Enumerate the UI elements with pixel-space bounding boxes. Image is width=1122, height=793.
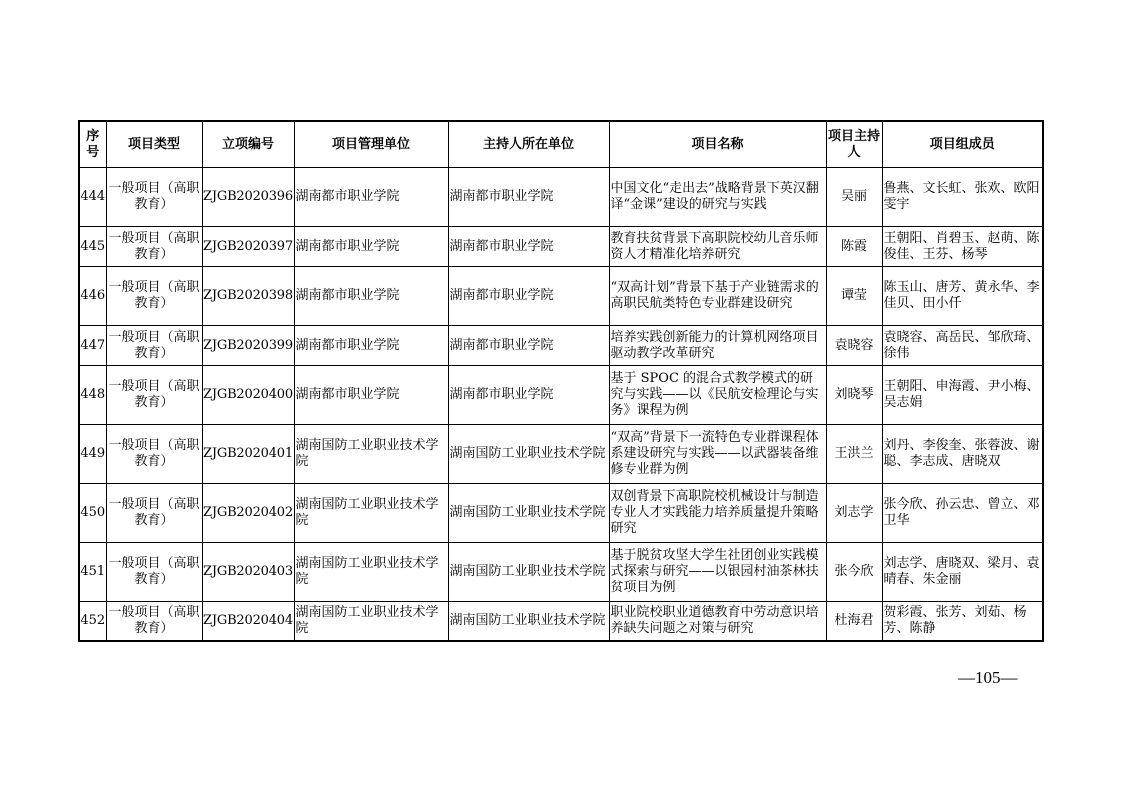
cell-leader: 吴丽 xyxy=(826,168,882,227)
cell-leader: 杜海君 xyxy=(826,602,882,642)
cell-unit: 湖南国防工业职业技术学院 xyxy=(294,602,448,642)
cell-code: ZJGB2020400 xyxy=(202,366,294,425)
cell-type: 一般项目（高职教育） xyxy=(106,425,202,484)
cell-code: ZJGB2020399 xyxy=(202,326,294,366)
cell-seq: 445 xyxy=(79,227,106,267)
cell-code: ZJGB2020403 xyxy=(202,543,294,602)
cell-seq: 449 xyxy=(79,425,106,484)
cell-members: 袁晓容、高岳民、邹欣琦、徐伟 xyxy=(882,326,1043,366)
cell-unit: 湖南都市职业学院 xyxy=(294,227,448,267)
cell-type: 一般项目（高职教育） xyxy=(106,602,202,642)
header-members: 项目组成员 xyxy=(882,121,1043,168)
cell-unit: 湖南都市职业学院 xyxy=(294,267,448,326)
table-row xyxy=(79,168,1043,227)
cell-members: 刘志学、唐晓双、梁月、袁晴春、朱金丽 xyxy=(882,543,1043,602)
cell-unit: 湖南都市职业学院 xyxy=(294,366,448,425)
cell-name: 培养实践创新能力的计算机网络项目驱动教学改革研究 xyxy=(609,326,826,366)
cell-name: 中国文化“走出去”战略背景下英汉翻译“金课”建设的研究与实践 xyxy=(609,168,826,227)
cell-seq: 446 xyxy=(79,267,106,326)
cell-type: 一般项目（高职教育） xyxy=(106,227,202,267)
cell-seq: 450 xyxy=(79,484,106,543)
cell-code: ZJGB2020397 xyxy=(202,227,294,267)
cell-leader: 陈霞 xyxy=(826,227,882,267)
table-row xyxy=(79,366,1043,425)
cell-leader: 张今欣 xyxy=(826,543,882,602)
cell-members: 王朝阳、肖碧玉、赵萌、陈俊佳、王芬、杨琴 xyxy=(882,227,1043,267)
page-number: —105— xyxy=(958,668,1018,687)
cell-seq: 448 xyxy=(79,366,106,425)
cell-members: 鲁燕、文长虹、张欢、欧阳雯宇 xyxy=(882,168,1043,227)
cell-host-unit: 湖南国防工业职业技术学院 xyxy=(448,602,609,642)
table-row xyxy=(79,227,1043,267)
cell-members: 贺彩霞、张芳、刘茹、杨芳、陈静 xyxy=(882,602,1043,642)
cell-type: 一般项目（高职教育） xyxy=(106,168,202,227)
header-type: 项目类型 xyxy=(106,121,202,168)
header-seq: 序号 xyxy=(79,121,106,168)
header-leader: 项目主持人 xyxy=(826,121,882,168)
header-name: 项目名称 xyxy=(609,121,826,168)
table-row xyxy=(79,484,1043,543)
cell-members: 陈玉山、唐芳、黄永华、李佳贝、田小仟 xyxy=(882,267,1043,326)
cell-leader: 刘晓琴 xyxy=(826,366,882,425)
cell-host-unit: 湖南国防工业职业技术学院 xyxy=(448,425,609,484)
cell-host-unit: 湖南都市职业学院 xyxy=(448,168,609,227)
cell-seq: 444 xyxy=(79,168,106,227)
cell-type: 一般项目（高职教育） xyxy=(106,484,202,543)
cell-code: ZJGB2020401 xyxy=(202,425,294,484)
cell-seq: 452 xyxy=(79,602,106,642)
cell-leader: 谭莹 xyxy=(826,267,882,326)
cell-unit: 湖南都市职业学院 xyxy=(294,168,448,227)
header-code: 立项编号 xyxy=(202,121,294,168)
table-header-row xyxy=(79,121,1043,168)
cell-seq: 451 xyxy=(79,543,106,602)
cell-type: 一般项目（高职教育） xyxy=(106,543,202,602)
cell-host-unit: 湖南国防工业职业技术学院 xyxy=(448,484,609,543)
table-row xyxy=(79,326,1043,366)
table-row xyxy=(79,267,1043,326)
cell-unit: 湖南国防工业职业技术学院 xyxy=(294,484,448,543)
cell-host-unit: 湖南都市职业学院 xyxy=(448,366,609,425)
cell-name: 教育扶贫背景下高职院校幼儿音乐师资人才精准化培养研究 xyxy=(609,227,826,267)
cell-leader: 刘志学 xyxy=(826,484,882,543)
cell-name: 基于脱贫攻坚大学生社团创业实践模式探索与研究——以银园村油茶林扶贫项目为例 xyxy=(609,543,826,602)
cell-code: ZJGB2020402 xyxy=(202,484,294,543)
cell-host-unit: 湖南都市职业学院 xyxy=(448,267,609,326)
cell-unit: 湖南都市职业学院 xyxy=(294,326,448,366)
cell-name: 职业院校职业道德教育中劳动意识培养缺失问题之对策与研究 xyxy=(609,602,826,642)
cell-code: ZJGB2020404 xyxy=(202,602,294,642)
cell-seq: 447 xyxy=(79,326,106,366)
cell-name: “双高计划”背景下基于产业链需求的高职民航类特色专业群建设研究 xyxy=(609,267,826,326)
cell-leader: 袁晓容 xyxy=(826,326,882,366)
cell-unit: 湖南国防工业职业技术学院 xyxy=(294,425,448,484)
cell-type: 一般项目（高职教育） xyxy=(106,326,202,366)
cell-type: 一般项目（高职教育） xyxy=(106,267,202,326)
project-table xyxy=(78,120,1044,642)
cell-members: 张今欣、孙云忠、曾立、邓卫华 xyxy=(882,484,1043,543)
cell-host-unit: 湖南都市职业学院 xyxy=(448,227,609,267)
cell-host-unit: 湖南都市职业学院 xyxy=(448,326,609,366)
cell-name: 基于 SPOC 的混合式教学模式的研究与实践——以《民航安检理论与实务》课程为例 xyxy=(609,366,826,425)
cell-leader: 王洪兰 xyxy=(826,425,882,484)
table-row xyxy=(79,602,1043,642)
cell-code: ZJGB2020398 xyxy=(202,267,294,326)
table-row xyxy=(79,543,1043,602)
cell-members: 王朝阳、申海霞、尹小梅、吴志娟 xyxy=(882,366,1043,425)
cell-unit: 湖南国防工业职业技术学院 xyxy=(294,543,448,602)
header-unit: 项目管理单位 xyxy=(294,121,448,168)
cell-host-unit: 湖南国防工业职业技术学院 xyxy=(448,543,609,602)
cell-name: 双创背景下高职院校机械设计与制造专业人才实践能力培养质量提升策略研究 xyxy=(609,484,826,543)
cell-type: 一般项目（高职教育） xyxy=(106,366,202,425)
cell-code: ZJGB2020396 xyxy=(202,168,294,227)
cell-members: 刘丹、李俊奎、张蓉波、谢聪、李志成、唐晓双 xyxy=(882,425,1043,484)
cell-name: “双高”背景下一流特色专业群课程体系建设研究与实践——以武器装备维修专业群为例 xyxy=(609,425,826,484)
table-row xyxy=(79,425,1043,484)
header-host-unit: 主持人所在单位 xyxy=(448,121,609,168)
